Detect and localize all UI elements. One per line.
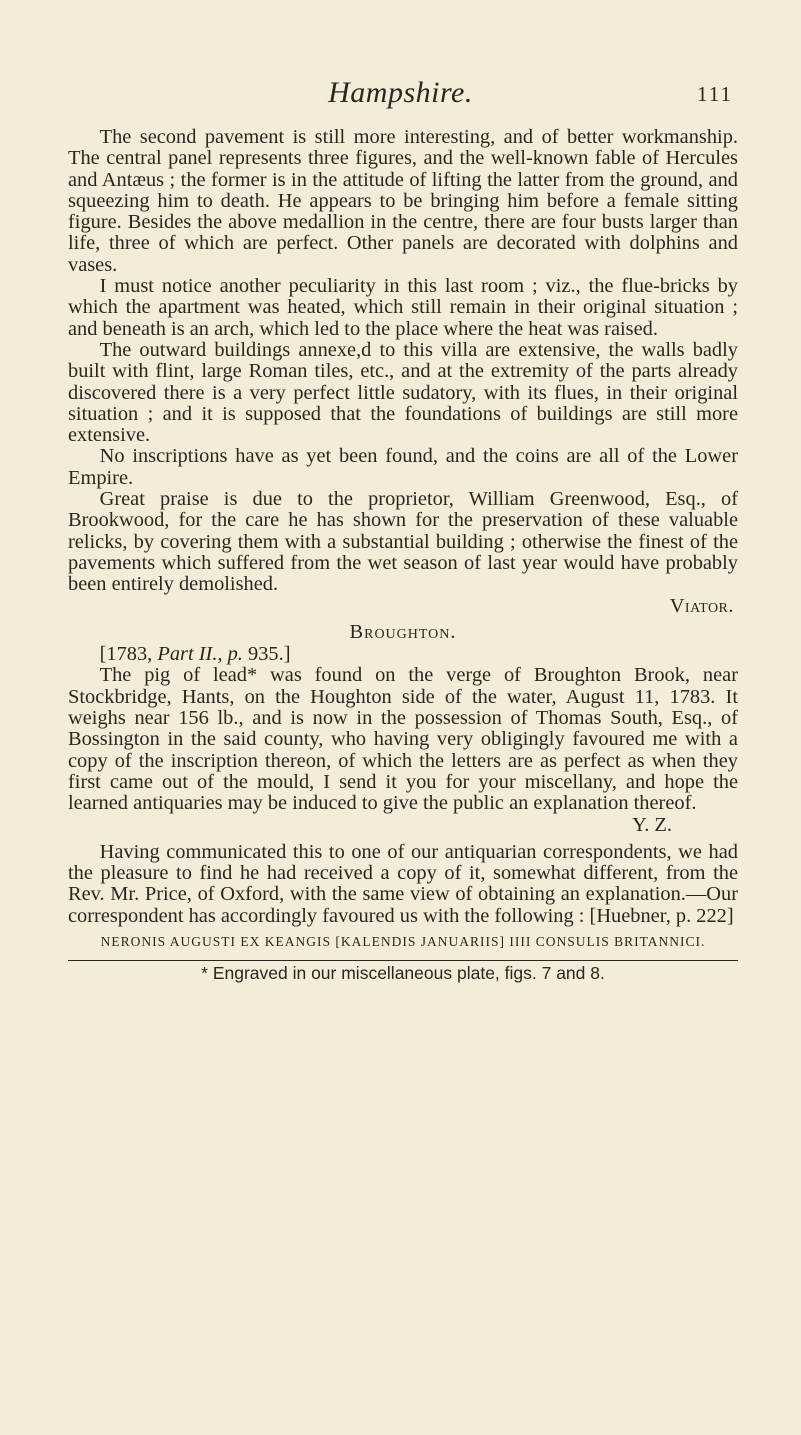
paragraph: The outward buildings annexe,d to this villa are extensive, the walls badly built with flint, large Roman tiles, etc., and at the extremity of the parts already discovered there is a very perfect little sudatory, with its flues, in their original situation ; and it is supposed that the foundations of buildings are still more extensive. <box>68 338 738 447</box>
paragraph: I must notice another peculiarity in this last room ; viz., the flue-bricks by which the apartment was heated, which still remain in their original situation ; and beneath is an arch, which led to the place where the heat was raised. <box>68 275 738 340</box>
citation-prefix: [1783, <box>99 643 158 666</box>
section-heading: Broughton. <box>349 620 457 643</box>
citation-reference <box>68 644 738 665</box>
inscription: NERONIS AUGUSTI EX KEANGIS [KALENDIS JANUARIIS] IIII CONSULIS BRITANNICI. <box>100 933 706 949</box>
body-text <box>68 127 738 984</box>
footnote: * Engraved in our miscellaneous plate, figs. 7 and 8. <box>201 962 605 983</box>
page-header <box>0 76 801 116</box>
signature-yz: Y. Z. <box>632 813 672 836</box>
running-title: Hampshire. <box>328 76 473 109</box>
paragraph: The second pavement is still more interesting, and of better workmanship. The central panel represents three figures, and the well-known fable of Hercules and Antæus ; the former is in the attitude of lifting the latter from the ground, and squeezing him to death. He appears to be bringing him before a female sitting figure. Besides the above medallion in the centre, there are four busts larger than life, three of which are perfect. Other panels are decorated with dolphins and vases. <box>68 126 738 276</box>
paragraph: The pig of lead* was found on the verge of Broughton Brook, near Stockbridge, Hants, on the Houghton side of the water, August 11, 1783. It weighs near 156 lb., and is now in the possession of Thomas South, Esq., of Bossington in the said county, who having very obligingly favoured me with a copy of the inscription thereon, of which the letters are as perfect as when they first came out of the mould, I send it you for your miscellany, and hope the learned antiquaries may be induced to give the public an explanation thereof. <box>68 664 738 815</box>
paragraph: Great praise is due to the proprietor, William Greenwood, Esq., of Brookwood, for the care he has shown for the preservation of these valuable relicks, by covering them with a substantial building ; otherwise the finest of the pavements which suffered from the wet season of last year would have probably been entirely demolished. <box>68 488 738 596</box>
paragraph: Having communicated this to one of our antiquarian correspondents, we had the pleasure to find he had received a copy of it, somewhat different, from the Rev. Mr. Price, of Oxford, with the same view of obtaining an explanation.—Our correspondent has accordingly favoured us with the following : [Huebner, p. 222] <box>68 840 738 927</box>
footnote-divider <box>68 960 738 961</box>
citation-part: Part II., p. <box>157 643 243 666</box>
citation-suffix: 935.] <box>242 643 291 666</box>
signature-viator: Viator. <box>669 594 734 617</box>
paragraph: No inscriptions have as yet been found, and the coins are all of the Lower Empire. <box>68 445 738 489</box>
page-number: 111 <box>697 82 733 106</box>
